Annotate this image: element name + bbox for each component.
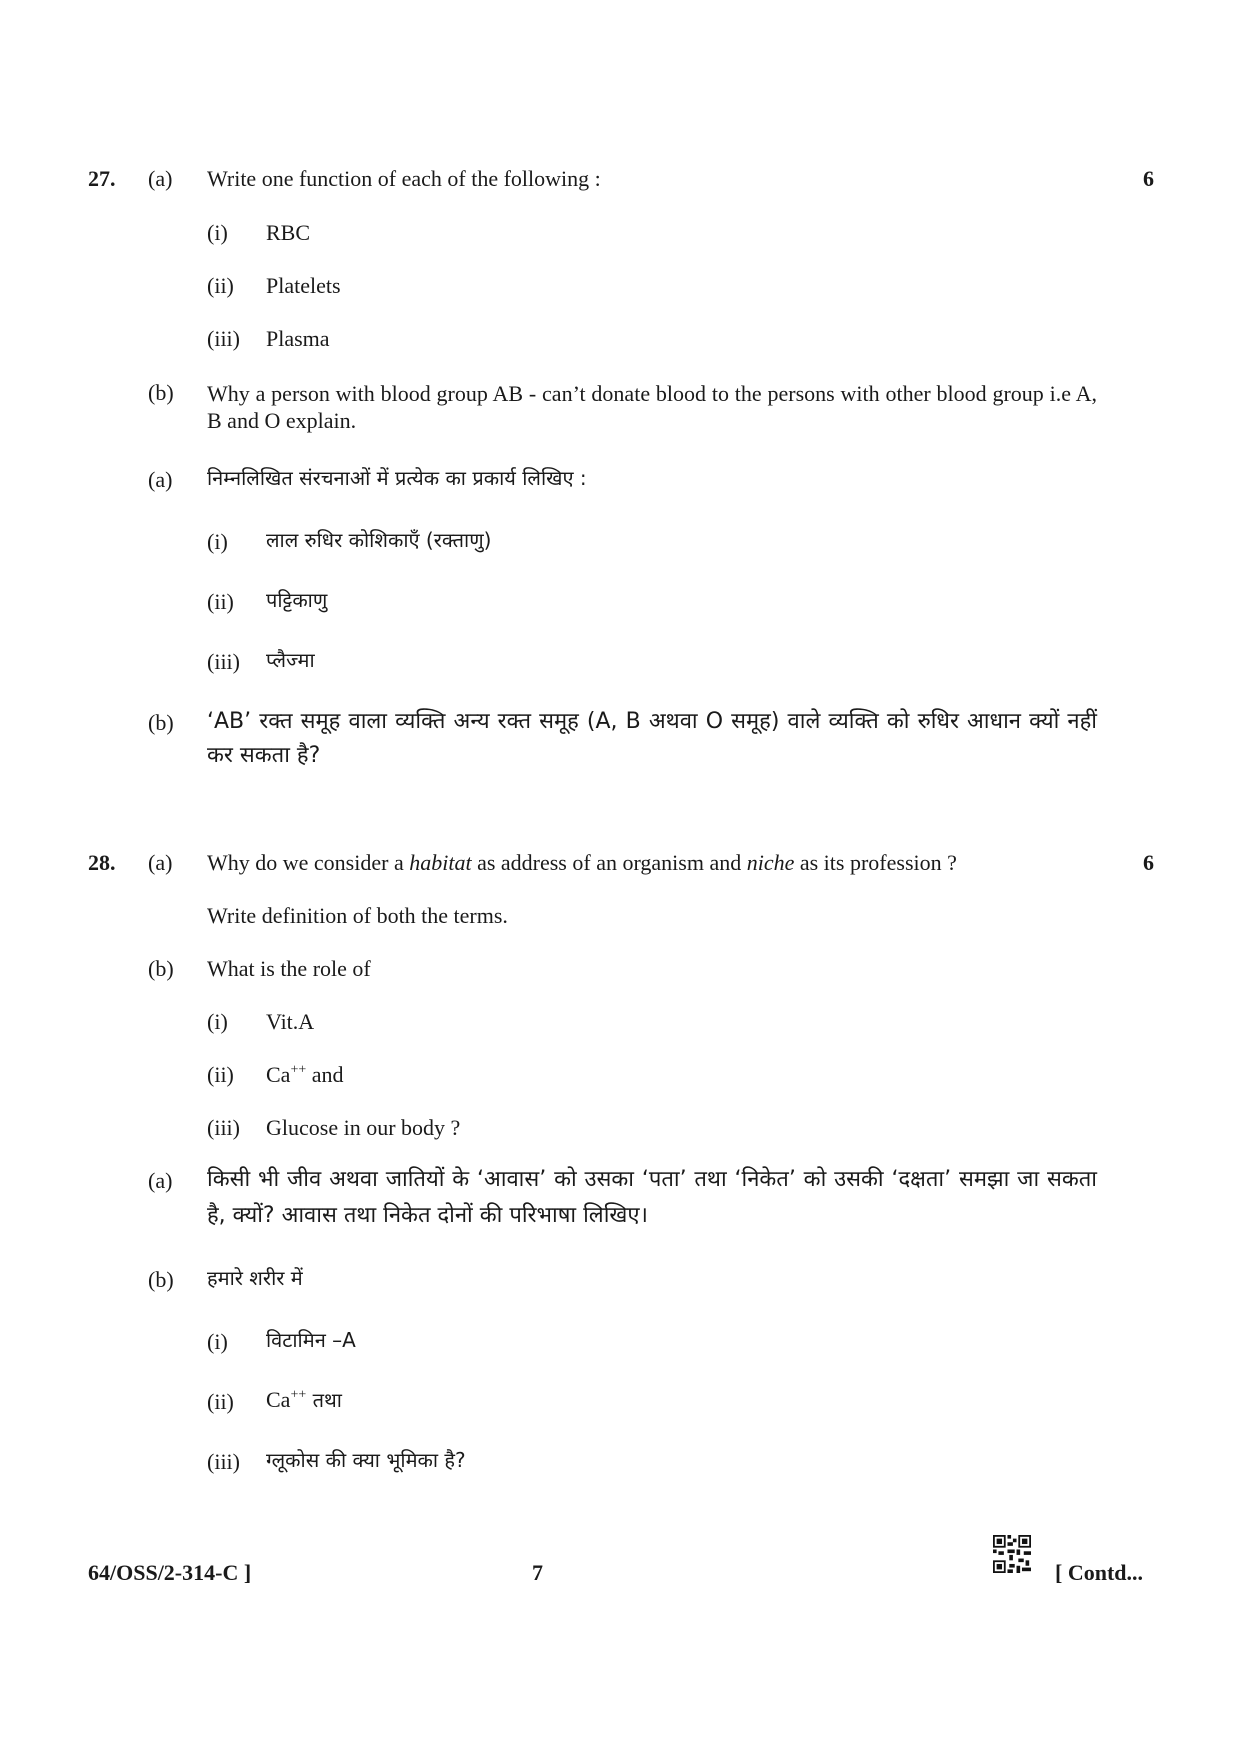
- item-text: Vit.A: [266, 1009, 315, 1034]
- item-text-hindi: विटामिन –A: [266, 1328, 356, 1352]
- question-text-hindi: निम्नलिखित संरचनाओं में प्रत्येक का प्रकार्य लिखिए :: [207, 466, 587, 490]
- part-label: (b): [148, 710, 174, 735]
- question-text: Why do we consider a habitat as address of an organism and niche as its profession ?: [207, 850, 957, 875]
- question-text-hindi: हमारे शरीर में: [207, 1266, 303, 1290]
- item-label: (i): [207, 1329, 228, 1354]
- question-text: Write one function of each of the following :: [207, 166, 601, 191]
- item-text-hindi: लाल रुधिर कोशिकाएँ (रक्ताणु): [266, 528, 492, 552]
- item-text: Plasma: [266, 326, 330, 351]
- qr-code-icon: [993, 1535, 1031, 1573]
- question-text: What is the role of: [207, 956, 371, 981]
- item-text: Platelets: [266, 273, 341, 298]
- question-text-hindi: किसी भी जीव अथवा जातियों के ‘आवास’ को उसका ‘पता’ तथा ‘निकेत’ को उसकी ‘दक्षता’ समझा जा सकता है, क्यों? आवास तथा निकेत दोनों की परिभाषा लिखिए।: [207, 1167, 1097, 1228]
- item-label: (ii): [207, 273, 234, 298]
- item-label: (i): [207, 1009, 228, 1034]
- item-text-hindi: पट्टिकाणु: [266, 588, 328, 612]
- item-label: (ii): [207, 589, 234, 614]
- item-text: Glucose in our body ?: [266, 1115, 461, 1140]
- niche-term: niche: [746, 850, 795, 875]
- marks: 6: [1143, 850, 1154, 875]
- part-label: (a): [148, 1168, 173, 1193]
- item-label: (ii): [207, 1389, 234, 1414]
- item-label: (i): [207, 220, 228, 245]
- part-label: (a): [148, 850, 173, 875]
- item-text-hindi: Ca++ तथा: [266, 1387, 342, 1412]
- item-label: (iii): [207, 1449, 240, 1474]
- item-text-hindi: ग्लूकोस की क्या भूमिका है?: [266, 1448, 466, 1472]
- question-text: Write definition of both the terms.: [207, 903, 508, 928]
- continued-label: [ Contd...: [1055, 1560, 1144, 1585]
- paper-code: 64/OSS/2-314-C ]: [88, 1560, 252, 1585]
- item-label: (iii): [207, 649, 240, 674]
- part-label: (b): [148, 380, 174, 405]
- marks: 6: [1143, 166, 1154, 191]
- part-label: (b): [148, 1267, 174, 1292]
- habitat-term: habitat: [409, 850, 472, 875]
- item-text-hindi: प्लैज्मा: [266, 648, 315, 672]
- part-label: (a): [148, 166, 173, 191]
- page-number: 7: [532, 1560, 543, 1585]
- item-text: Ca++ and: [266, 1062, 344, 1087]
- question-text-hindi: ‘AB’ रक्त समूह वाला व्यक्ति अन्य रक्त समूह (A, B अथवा O समूह) वाले व्यक्ति को रुधिर आधान क्यों नहीं कर सकता है?: [207, 709, 1097, 768]
- part-label: (a): [148, 467, 173, 492]
- item-label: (ii): [207, 1062, 234, 1087]
- question-number: 28.: [88, 850, 116, 875]
- item-label: (iii): [207, 326, 240, 351]
- question-text: Why a person with blood group AB - can’t donate blood to the persons with other blood group i.e A, B and O explain.: [207, 381, 1097, 433]
- item-label: (i): [207, 529, 228, 554]
- part-label: (b): [148, 956, 174, 981]
- question-number: 27.: [88, 166, 116, 191]
- item-text: RBC: [266, 220, 311, 245]
- item-label: (iii): [207, 1115, 240, 1140]
